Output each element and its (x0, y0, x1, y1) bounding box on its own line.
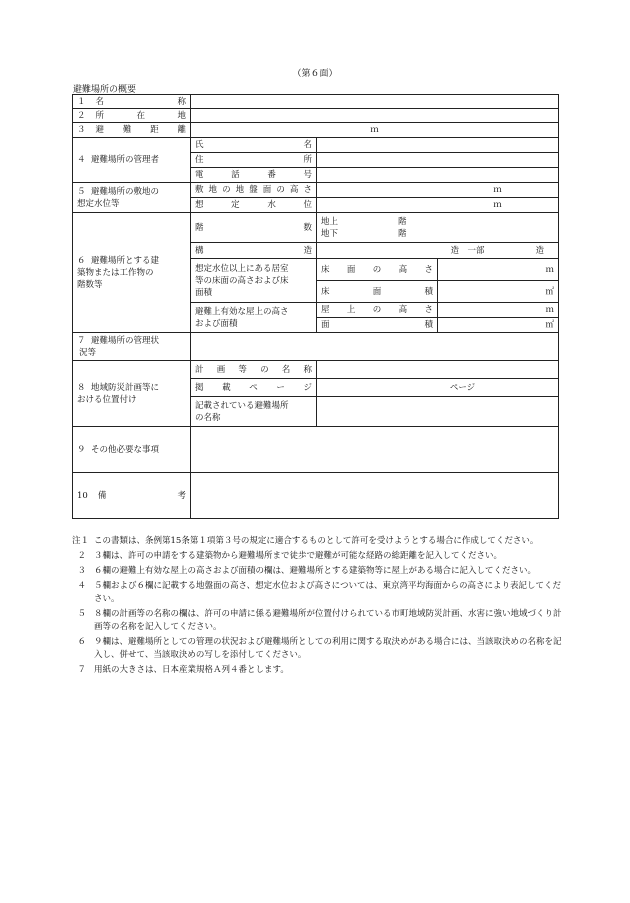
below-ground-label: 地下 (321, 228, 339, 239)
other-matters-cell[interactable] (191, 427, 559, 473)
page-cell[interactable] (317, 379, 559, 397)
row-manager (73, 138, 559, 153)
row-number: ４ (77, 155, 86, 165)
floor-height-label: 床 面 の 高 さ (317, 259, 438, 281)
unit-m: ｍ (370, 125, 379, 135)
note-mark: ４ (77, 581, 86, 591)
note-mark: ５ (77, 609, 86, 619)
refuge-name-label-line1: 記載されている避難場所 (195, 400, 289, 411)
note-item (72, 550, 562, 563)
row-site-water-level (73, 183, 559, 198)
note-text: ３欄は、許可の申請をする建築物から避難場所まで徒歩で避難が可能な経路の総距離を記入してください。 (94, 551, 503, 561)
plan-name-cell[interactable] (317, 361, 559, 379)
row-number: ３ (77, 125, 86, 135)
row-number: ８ (77, 382, 86, 393)
note-text: 用紙の大きさは、日本産業規格Ａ列４番とします。 (94, 665, 289, 675)
floor-height-label-line1: 想定水位以上にある居室 (195, 263, 289, 274)
row-name (73, 95, 559, 109)
water-level-cell[interactable] (317, 198, 559, 213)
unit-m: ｍ (493, 200, 502, 210)
note-mark: ６ (77, 637, 86, 647)
row-label: 避難場所の管理者 (91, 155, 160, 165)
floors-cell[interactable] (317, 213, 559, 243)
distance-value-cell[interactable] (191, 123, 559, 138)
page-number: （第６面） (292, 69, 338, 79)
row-distance (73, 123, 559, 138)
unit-m2: ㎡ (545, 320, 554, 330)
section-title: 避難場所の概要 (73, 85, 137, 95)
structure-value: 造 一部 造 (450, 245, 544, 256)
row-label-line1: 避難場所の敷地の (91, 186, 160, 197)
roof-label-line2: および面積 (195, 318, 238, 329)
plan-name-label: 計 画 等 の 名 称 (191, 361, 317, 379)
row-label-line3: 階数等 (77, 279, 103, 290)
floor-height-label-line3: 面積 (195, 287, 213, 298)
refuge-name-cell[interactable] (317, 397, 559, 427)
row-label: 所 在 地 (95, 110, 186, 121)
remarks-cell[interactable] (191, 473, 559, 519)
above-ground-label: 地上 (321, 216, 339, 227)
floor-height-label-line2: 等の床面の高さおよび床 (195, 275, 289, 286)
row-number: ５ (77, 186, 86, 197)
floor-height-cell[interactable] (438, 259, 559, 281)
note-mark: ７ (77, 665, 86, 675)
roof-area-label: 面 積 (317, 318, 438, 333)
note-item (72, 608, 562, 634)
notes (72, 535, 562, 679)
row-number: ９ (77, 444, 86, 455)
row-label-line2: 築物または工作物の (77, 267, 154, 278)
note-mark: ２ (77, 551, 86, 561)
water-level-label: 想 定 水 位 (191, 198, 317, 213)
row-label: 備 考 (97, 490, 186, 501)
structure-label: 構 造 (191, 243, 317, 259)
unit-m: ｍ (545, 305, 554, 315)
note-text: ８欄の計画等の名称の欄は、許可の申請に係る避難場所が位置付けられている市町地域防災計画、水害に強い地域づくり計画等の名称を記入してください。 (94, 609, 562, 632)
name-value-cell[interactable] (191, 95, 559, 109)
row-label: 名 称 (95, 96, 186, 107)
note-text: ６欄の避難上有効な屋上の高さおよび面積の欄は、避難場所とする建築物等に屋上がある場合に記入してください。 (94, 566, 537, 576)
manager-address-label: 住 所 (191, 153, 317, 168)
unit-m: ｍ (493, 185, 502, 195)
row-number: ６ (77, 255, 86, 266)
floor-unit: 階 (398, 228, 407, 239)
row-number: ２ (77, 110, 86, 121)
note-mark: ３ (77, 566, 86, 576)
row-number: ７ (77, 335, 86, 346)
row-label-line1: 避難場所の管理状 (91, 335, 160, 346)
note-item (72, 535, 562, 548)
refuge-overview-table (72, 94, 559, 519)
row-building (73, 213, 559, 243)
manager-phone-label: 電 話 番 号 (191, 168, 317, 183)
row-label-line2: 況等 (79, 347, 97, 358)
location-value-cell[interactable] (191, 109, 559, 123)
page-label: 掲 載 ペ ー ジ (191, 379, 317, 397)
row-number: １ (77, 96, 86, 107)
roof-area-cell[interactable] (438, 318, 559, 333)
floor-area-label: 床 面 積 (317, 281, 438, 303)
row-label: その他必要な事項 (91, 444, 160, 455)
manager-name-cell[interactable] (317, 138, 559, 153)
row-other-matters (73, 427, 559, 473)
floors-label: 階 数 (191, 213, 317, 243)
floor-area-cell[interactable] (438, 281, 559, 303)
unit-m2: ㎡ (545, 286, 554, 297)
row-label-line2: 想定水位等 (77, 198, 120, 209)
row-label-line1: 避難場所とする建 (91, 255, 160, 266)
row-label-line2: おける位置付け (77, 394, 137, 405)
row-location (73, 109, 559, 123)
manager-name-label: 氏 名 (191, 138, 317, 153)
unit-m: ｍ (545, 264, 554, 275)
note-text: ５欄および６欄に記載する地盤面の高さ、想定水位および高さについては、東京湾平均海面からの高さにより表記してください。 (94, 581, 561, 604)
row-disaster-plan (73, 361, 559, 379)
row-number: 10 (77, 490, 88, 501)
manager-phone-cell[interactable] (317, 168, 559, 183)
note-item (72, 664, 562, 677)
ground-height-cell[interactable] (317, 183, 559, 198)
row-remarks (73, 473, 559, 519)
row-label: 避 難 距 離 (95, 125, 186, 135)
structure-cell[interactable] (317, 243, 559, 259)
note-item (72, 565, 562, 578)
note-text: この書類は、条例第15条第１項第３号の規定に適合するものとして許可を受けようとする場合に作成してください。 (94, 536, 539, 546)
row-management-status (73, 333, 559, 361)
note-text: ９欄は、避難場所としての管理の状況および避難場所としての利用に関する取決めがある場合には、当該取決めの名称を記入し、併せて、当該取決めの写しを添付してください。 (94, 637, 562, 660)
page-unit: ページ (449, 382, 476, 393)
management-status-cell[interactable] (191, 333, 559, 361)
note-mark: 注１ (72, 536, 90, 546)
roof-height-label: 屋 上 の 高 さ (317, 303, 438, 318)
roof-height-cell[interactable] (438, 303, 559, 318)
note-item (72, 580, 562, 606)
refuge-name-label-line2: の名称 (195, 412, 221, 423)
floor-unit: 階 (398, 216, 407, 227)
roof-label-line1: 避難上有効な屋上の高さ (195, 306, 289, 317)
row-label-line1: 地域防災計画等に (91, 382, 160, 393)
manager-address-cell[interactable] (317, 153, 559, 168)
ground-height-label: 敷地の地盤面の高さ (191, 183, 317, 198)
note-item (72, 636, 562, 662)
